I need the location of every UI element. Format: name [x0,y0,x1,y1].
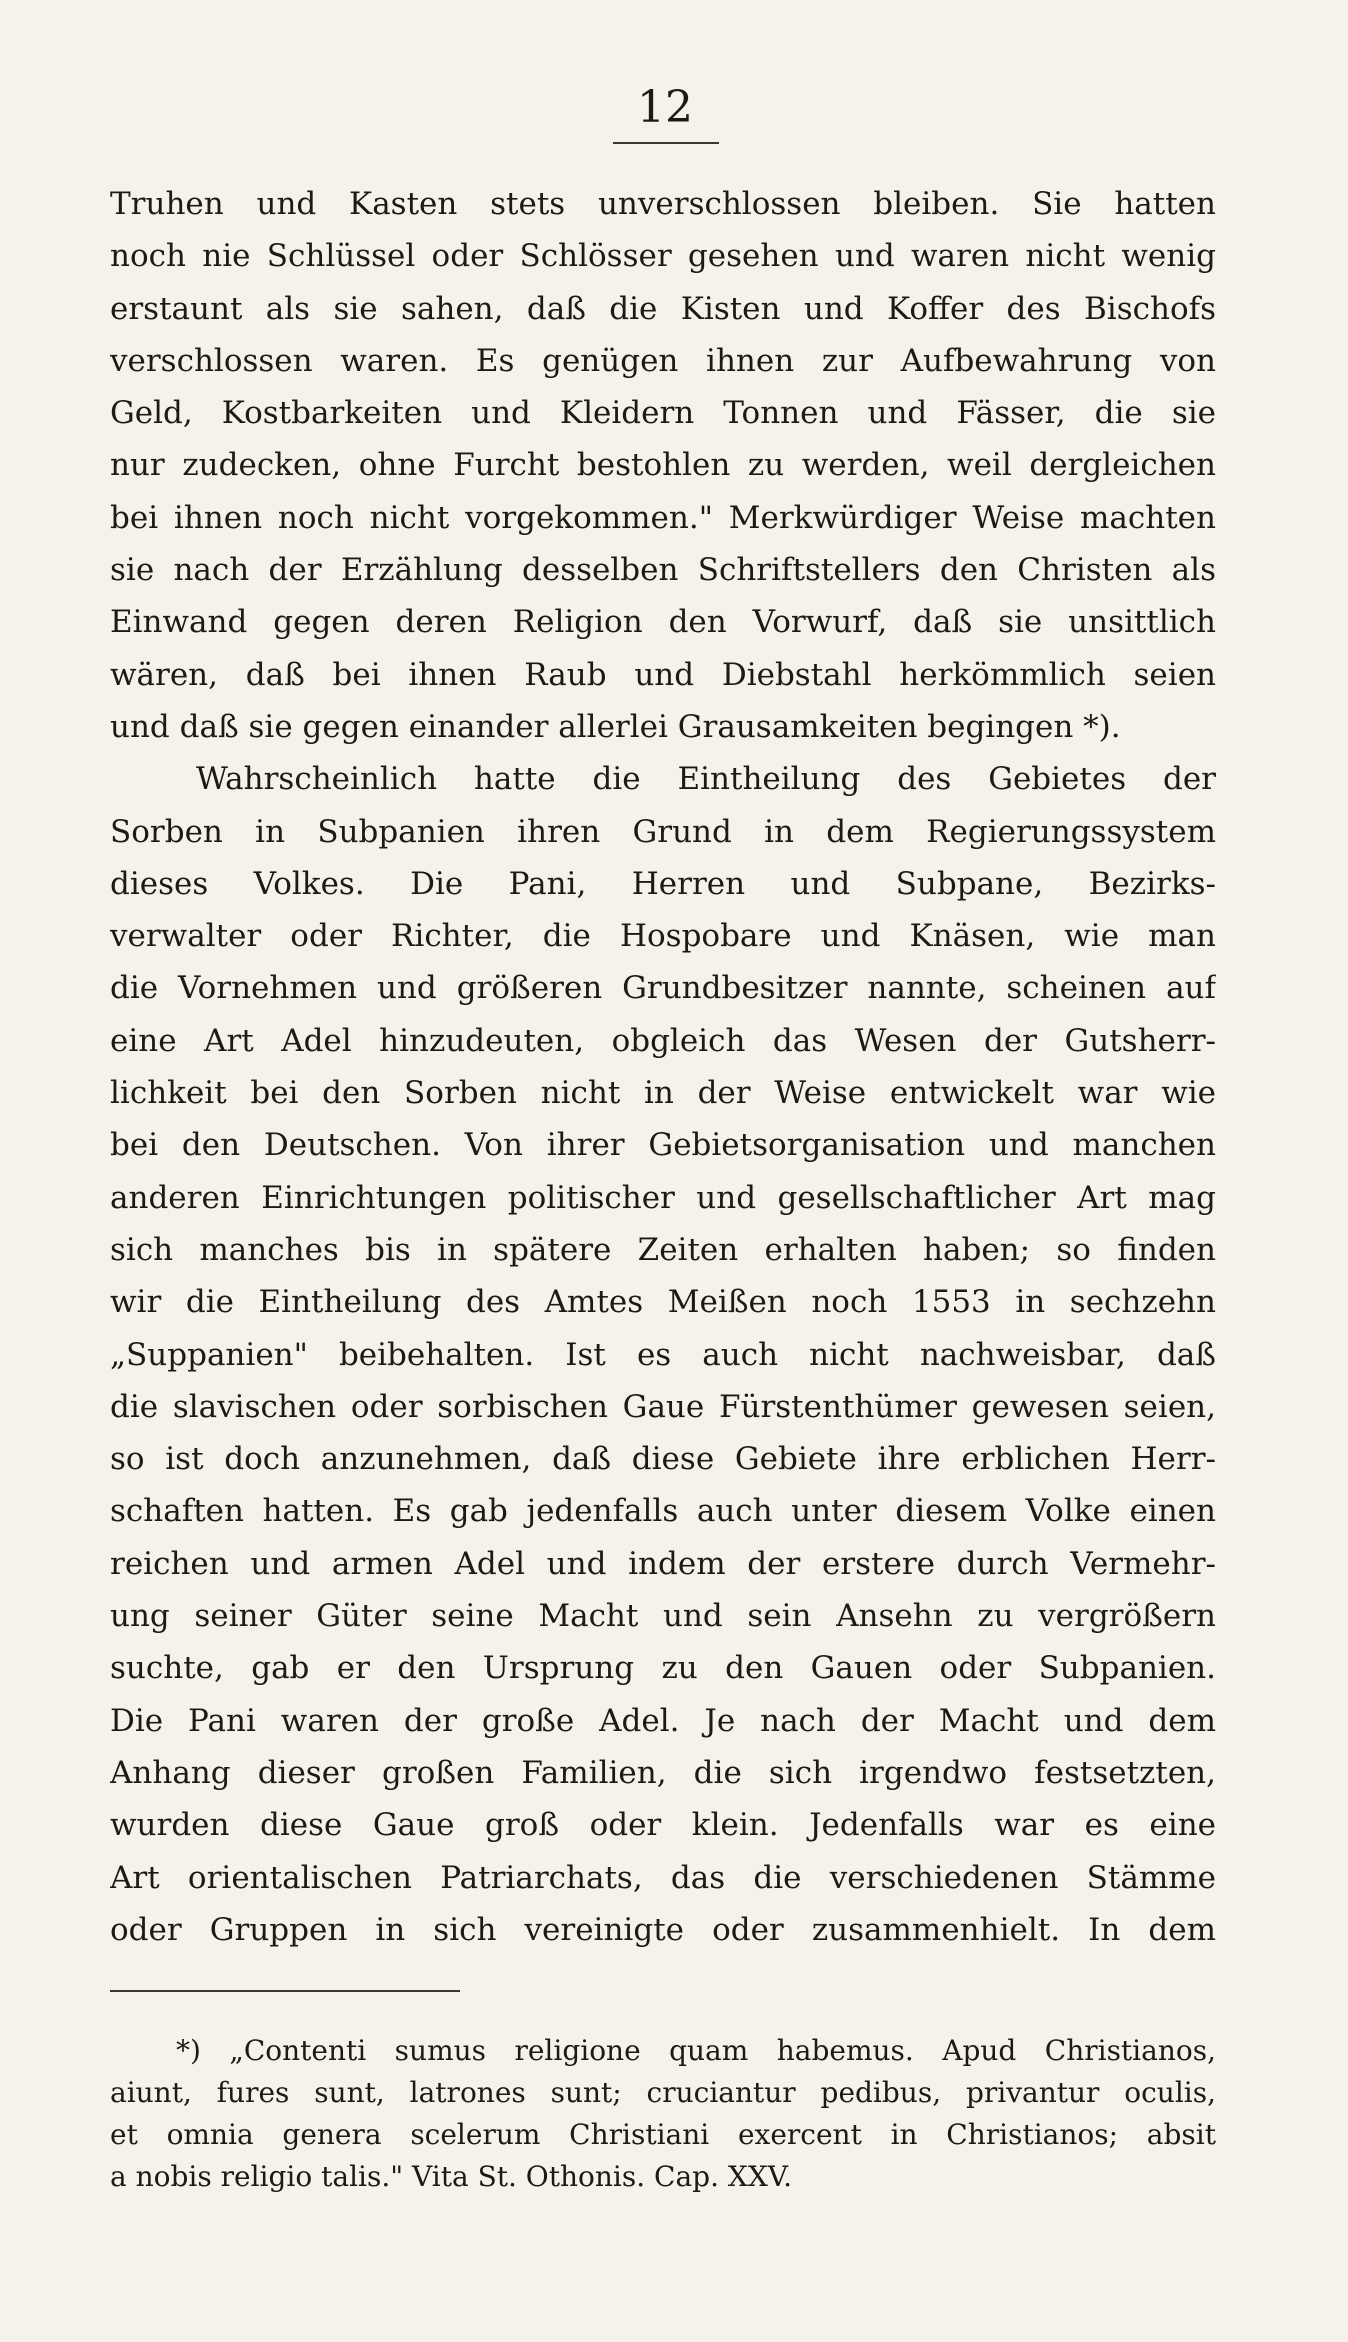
text-line: bei ihnen noch nicht vorgekommen." Merkwürdiger Weise machten [110,499,1216,536]
text-line: suchte, gab er den Ursprung zu den Gauen oder Subpanien. [110,1650,1216,1687]
text-line: Sorben in Subpanien ihren Grund in dem Regierungssystem [110,813,1216,850]
text-line: Geld, Kostbarkeiten und Kleidern Tonnen und Fässer, die sie [110,395,1216,432]
footnotes [110,2030,1216,2198]
text-line: verschlossen waren. Es genügen ihnen zur Aufbewahrung von [110,342,1216,379]
footnote-line: et omnia genera scelerum Christiani exercent in Christianos; absit [110,2118,1216,2151]
footnote-line: aiunt, fures sunt, latrones sunt; cruciantur pedibus, privantur oculis, [110,2076,1216,2109]
text-line: sie nach der Erzählung desselben Schriftstellers den Christen als [110,552,1216,589]
text-line: schaften hatten. Es gab jedenfalls auch unter diesem Volke einen [110,1493,1216,1530]
text-line: nur zudecken, ohne Furcht bestohlen zu werden, weil dergleichen [110,447,1216,484]
page-number: 12 [637,82,693,133]
text-line: und daß sie gegen einander allerlei Grausamkeiten begingen *). [110,708,1121,745]
footnote-line: *) „Contenti sumus religione quam habemus. Apud Christianos, [176,2034,1216,2067]
text-line: erstaunt als sie sahen, daß die Kisten und Koffer des Bischofs [110,290,1216,327]
text-line: „Suppanien" beibehalten. Ist es auch nicht nachweisbar, daß [110,1336,1216,1373]
footnote-line: a nobis religio talis." Vita St. Othonis. Cap. XXV. [110,2160,792,2193]
header-rule [613,142,719,144]
text-line: Anhang dieser großen Familien, die sich irgendwo festsetzten, [110,1754,1216,1791]
text-line: dieses Volkes. Die Pani, Herren und Subpane, Bezirks- [110,865,1216,902]
text-line: anderen Einrichtungen politischer und gesellschaftlicher Art mag [110,1179,1216,1216]
text-line: eine Art Adel hinzudeuten, obgleich das Wesen der Gutsherr- [110,1022,1216,1059]
footnote-rule [110,1990,460,1992]
text-line: Die Pani waren der große Adel. Je nach der Macht und dem [110,1702,1216,1739]
body-text [110,178,1216,1956]
text-line: verwalter oder Richter, die Hospobare und Knäsen, wie man [110,918,1216,955]
text-line: Art orientalischen Patriarchats, das die verschiedenen Stämme [110,1859,1216,1896]
text-line: Wahrscheinlich hatte die Eintheilung des Gebietes der [196,761,1216,798]
text-line: lichkeit bei den Sorben nicht in der Weise entwickelt war wie [110,1075,1216,1112]
text-line: die Vornehmen und größeren Grundbesitzer nannte, scheinen auf [110,970,1216,1007]
text-line: noch nie Schlüssel oder Schlösser gesehen und waren nicht wenig [110,238,1216,275]
text-line: ung seiner Güter seine Macht und sein Ansehn zu vergrößern [110,1598,1216,1635]
text-line: Einwand gegen deren Religion den Vorwurf, daß sie unsittlich [110,604,1216,641]
text-line: wurden diese Gaue groß oder klein. Jedenfalls war es eine [110,1807,1216,1844]
text-line: so ist doch anzunehmen, daß diese Gebiete ihre erblichen Herr- [110,1441,1216,1478]
text-line: Truhen und Kasten stets unverschlossen bleiben. Sie hatten [110,186,1216,222]
text-line: sich manches bis in spätere Zeiten erhalten haben; so finden [110,1231,1216,1268]
text-line: bei den Deutschen. Von ihrer Gebietsorganisation und manchen [110,1127,1216,1164]
text-line: die slavischen oder sorbischen Gaue Fürstenthümer gewesen seien, [110,1388,1216,1425]
text-line: wir die Eintheilung des Amtes Meißen noch 1553 in sechzehn [110,1284,1216,1321]
text-line: wären, daß bei ihnen Raub und Diebstahl herkömmlich seien [110,656,1216,693]
text-line: reichen und armen Adel und indem der erstere durch Vermehr- [110,1545,1216,1582]
text-line: oder Gruppen in sich vereinigte oder zusammenhielt. In dem [110,1911,1216,1948]
